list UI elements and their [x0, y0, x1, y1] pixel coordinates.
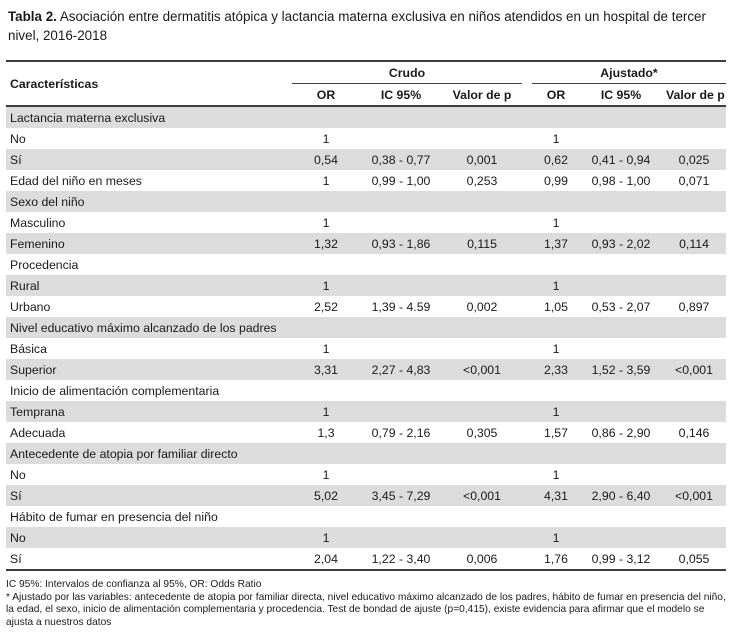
header-crudo-p: Valor de p	[452, 87, 512, 102]
crudo-or-cell	[292, 106, 360, 128]
row-label: No	[10, 467, 26, 482]
table-row	[6, 380, 726, 401]
row-label: Urbano	[10, 299, 51, 314]
ajustado-ic-cell	[580, 212, 662, 233]
crudo-p-cell: 0,305	[466, 425, 498, 440]
row-label: Antecedente de atopia por familiar directo	[6, 443, 292, 464]
crudo-p-cell	[442, 128, 522, 149]
header-gap-2	[522, 84, 532, 107]
ajustado-or-cell: 1	[552, 131, 560, 146]
crudo-ic-cell: 0,99 - 1,00	[371, 173, 431, 188]
ajustado-or-cell: 1,57	[544, 425, 568, 440]
crudo-or-cell	[292, 317, 360, 338]
table-row	[6, 338, 726, 359]
ajustado-p-cell: 0,071	[678, 173, 710, 188]
ajustado-or-cell: 1	[532, 275, 580, 296]
crudo-ic-cell	[360, 254, 442, 275]
table-caption	[8, 7, 724, 45]
row-label: Hábito de fumar en presencia del niño	[10, 509, 218, 524]
footnote-abbreviations: IC 95%: Intervalos de confianza al 95%, OR: Odds Ratio	[6, 579, 262, 590]
crudo-p-cell	[442, 380, 522, 401]
table-row	[6, 422, 726, 443]
table-footnotes	[6, 579, 726, 629]
row-label: No	[6, 527, 292, 548]
header-crudo-or: OR	[316, 87, 336, 102]
row-label: Sí	[6, 149, 292, 170]
table-row	[6, 212, 726, 233]
gap-cell	[522, 149, 532, 170]
ajustado-or-cell: 2,33	[532, 359, 580, 380]
table-row	[6, 464, 726, 485]
ajustado-ic-cell	[580, 106, 662, 128]
ajustado-or-cell: 1	[552, 341, 560, 356]
table-row	[6, 106, 726, 128]
gap-cell	[522, 106, 532, 128]
ajustado-or-cell: 4,31	[532, 485, 580, 506]
ajustado-or-cell	[532, 106, 580, 128]
crudo-ic-cell: 0,93 - 1,86	[360, 233, 442, 254]
crudo-ic-cell	[360, 317, 442, 338]
ajustado-ic-cell: 0,93 - 2,02	[580, 233, 662, 254]
ajustado-p-cell: <0,001	[662, 359, 726, 380]
ajustado-p-cell: 0,114	[662, 233, 726, 254]
crudo-p-cell: 0,001	[442, 149, 522, 170]
table-row	[6, 170, 726, 191]
ajustado-or-cell	[532, 443, 580, 464]
crudo-p-cell	[442, 254, 522, 275]
ajustado-ic-cell: 0,99 - 3,12	[580, 548, 662, 570]
header-characteristics: Características	[6, 61, 292, 106]
crudo-or-cell: 1	[322, 467, 330, 482]
crudo-or-cell: 1	[322, 341, 330, 356]
row-label: Adecuada	[10, 425, 66, 440]
gap-cell	[522, 191, 532, 212]
table-row	[6, 485, 726, 506]
header-ajustado-or: OR	[546, 87, 566, 102]
gap-cell	[522, 317, 532, 338]
crudo-ic-cell	[360, 380, 442, 401]
row-label: Inicio de alimentación complementaria	[10, 383, 220, 398]
ajustado-ic-cell	[580, 338, 662, 359]
crudo-p-cell	[442, 506, 522, 527]
gap-cell	[522, 338, 532, 359]
table-body	[6, 106, 726, 570]
ajustado-or-cell	[532, 506, 580, 527]
crudo-ic-cell	[360, 338, 442, 359]
row-label: Rural	[6, 275, 292, 296]
row-label: Lactancia materna exclusiva	[6, 106, 292, 128]
ajustado-ic-cell	[580, 401, 662, 422]
ajustado-or-cell: 0,99	[544, 173, 568, 188]
crudo-or-cell: 5,02	[292, 485, 360, 506]
header-group-crudo: Crudo	[292, 61, 522, 84]
ajustado-p-cell	[662, 317, 726, 338]
gap-cell	[522, 401, 532, 422]
ajustado-ic-cell: 1,52 - 3,59	[580, 359, 662, 380]
ajustado-or-cell	[532, 254, 580, 275]
row-label: Temprana	[6, 401, 292, 422]
table-row	[6, 359, 726, 380]
crudo-or-cell	[292, 380, 360, 401]
ajustado-ic-cell	[580, 275, 662, 296]
row-label: Superior	[6, 359, 292, 380]
crudo-or-cell: 1	[292, 401, 360, 422]
crudo-ic-cell: 0,38 - 0,77	[360, 149, 442, 170]
results-table	[6, 60, 726, 571]
crudo-p-cell: 0,002	[466, 299, 498, 314]
row-label: Sí	[6, 485, 292, 506]
crudo-or-cell	[292, 506, 360, 527]
ajustado-p-cell	[662, 106, 726, 128]
table-row	[6, 401, 726, 422]
crudo-or-cell	[292, 254, 360, 275]
table-caption-label: Tabla 2.	[8, 9, 57, 24]
crudo-ic-cell	[360, 464, 442, 485]
ajustado-or-cell: 0,62	[532, 149, 580, 170]
header-group-ajustado: Ajustado*	[532, 61, 726, 84]
crudo-or-cell: 2,04	[292, 548, 360, 570]
table-row	[6, 128, 726, 149]
row-label: Sí	[6, 548, 292, 570]
ajustado-p-cell	[662, 338, 726, 359]
ajustado-ic-cell: 0,86 - 2,90	[591, 425, 651, 440]
gap-cell	[522, 380, 532, 401]
gap-cell	[522, 296, 532, 317]
gap-cell	[522, 464, 532, 485]
ajustado-ic-cell	[580, 464, 662, 485]
gap-cell	[522, 506, 532, 527]
ajustado-p-cell	[662, 191, 726, 212]
ajustado-ic-cell	[580, 191, 662, 212]
ajustado-p-cell: <0,001	[662, 485, 726, 506]
ajustado-ic-cell	[580, 527, 662, 548]
crudo-or-cell: 1	[322, 131, 330, 146]
table-row	[6, 149, 726, 170]
crudo-ic-cell: 1,22 - 3,40	[360, 548, 442, 570]
ajustado-p-cell	[662, 275, 726, 296]
crudo-or-cell	[292, 191, 360, 212]
crudo-ic-cell	[360, 106, 442, 128]
crudo-ic-cell	[360, 506, 442, 527]
crudo-or-cell: 1	[322, 215, 330, 230]
ajustado-p-cell	[662, 527, 726, 548]
table-row	[6, 548, 726, 570]
row-label: Masculino	[10, 215, 66, 230]
crudo-ic-cell	[360, 212, 442, 233]
crudo-ic-cell	[360, 443, 442, 464]
ajustado-or-cell	[532, 380, 580, 401]
crudo-p-cell	[442, 317, 522, 338]
crudo-or-cell: 1,3	[317, 425, 335, 440]
ajustado-or-cell: 1	[532, 401, 580, 422]
gap-cell	[522, 527, 532, 548]
gap-cell	[522, 170, 532, 191]
crudo-p-cell	[442, 443, 522, 464]
row-label: Femenino	[6, 233, 292, 254]
gap-cell	[522, 128, 532, 149]
ajustado-p-cell	[662, 212, 726, 233]
ajustado-p-cell: 0,146	[678, 425, 710, 440]
crudo-ic-cell	[360, 275, 442, 296]
ajustado-ic-cell	[580, 380, 662, 401]
ajustado-or-cell: 1,05	[544, 299, 568, 314]
ajustado-p-cell	[662, 506, 726, 527]
ajustado-p-cell	[662, 401, 726, 422]
row-label: Básica	[10, 341, 47, 356]
row-label: Sexo del niño	[6, 191, 292, 212]
crudo-or-cell: 2,52	[314, 299, 338, 314]
header-ajustado-ic: IC 95%	[600, 87, 642, 102]
crudo-or-cell: 1	[292, 527, 360, 548]
ajustado-or-cell: 1,37	[532, 233, 580, 254]
ajustado-p-cell: 0,025	[662, 149, 726, 170]
table-row	[6, 275, 726, 296]
crudo-ic-cell: 3,45 - 7,29	[360, 485, 442, 506]
ajustado-or-cell	[532, 317, 580, 338]
crudo-or-cell: 3,31	[292, 359, 360, 380]
ajustado-or-cell	[532, 191, 580, 212]
crudo-or-cell: 0,54	[292, 149, 360, 170]
crudo-p-cell: 0,253	[466, 173, 498, 188]
table-row	[6, 443, 726, 464]
crudo-ic-cell	[360, 128, 442, 149]
crudo-ic-cell	[360, 401, 442, 422]
gap-cell	[522, 359, 532, 380]
gap-cell	[522, 233, 532, 254]
ajustado-p-cell: 0,055	[662, 548, 726, 570]
crudo-p-cell	[442, 464, 522, 485]
ajustado-p-cell	[662, 443, 726, 464]
footnote-adjustment: * Ajustado por las variables: antecedente de atopia por familiar directa, nivel educativo máximo alcanzado de los padres, hábito de fumar en presencia del niño, la edad, el sexo, inicio de alimentación complementaria y procedencia. Test de bondad de ajuste (p=0,415), existe evidencia para afirmar que el modelo se ajusta a nuestros datos	[6, 591, 726, 628]
ajustado-p-cell	[662, 464, 726, 485]
ajustado-p-cell	[662, 254, 726, 275]
gap-cell	[522, 275, 532, 296]
gap-cell	[522, 254, 532, 275]
ajustado-or-cell: 1,76	[532, 548, 580, 570]
row-label: Edad del niño en meses	[10, 173, 142, 188]
gap-cell	[522, 422, 532, 443]
crudo-ic-cell: 1,39 - 4.59	[371, 299, 431, 314]
ajustado-ic-cell: 2,90 - 6,40	[580, 485, 662, 506]
crudo-or-cell	[292, 443, 360, 464]
gap-cell	[522, 212, 532, 233]
crudo-p-cell	[442, 401, 522, 422]
ajustado-ic-cell	[580, 128, 662, 149]
ajustado-ic-cell: 0,53 - 2,07	[591, 299, 651, 314]
header-crudo-ic: IC 95%	[380, 87, 422, 102]
header-ajustado-p: Valor de p	[666, 87, 725, 102]
table-row	[6, 506, 726, 527]
row-label: No	[10, 131, 26, 146]
ajustado-or-cell: 1	[532, 527, 580, 548]
ajustado-p-cell	[662, 380, 726, 401]
crudo-p-cell	[442, 527, 522, 548]
crudo-p-cell	[442, 338, 522, 359]
header-gap	[522, 61, 532, 84]
ajustado-ic-cell	[580, 254, 662, 275]
ajustado-ic-cell	[580, 506, 662, 527]
row-label: Procedencia	[10, 257, 79, 272]
gap-cell	[522, 443, 532, 464]
ajustado-ic-cell	[580, 443, 662, 464]
table-row	[6, 254, 726, 275]
crudo-p-cell: 0,006	[442, 548, 522, 570]
crudo-p-cell	[442, 191, 522, 212]
crudo-p-cell	[442, 212, 522, 233]
table-row	[6, 233, 726, 254]
table-row	[6, 296, 726, 317]
crudo-ic-cell: 2,27 - 4,83	[360, 359, 442, 380]
ajustado-or-cell: 1	[552, 467, 560, 482]
crudo-p-cell: <0,001	[442, 359, 522, 380]
table-row	[6, 317, 726, 338]
table-row	[6, 191, 726, 212]
ajustado-ic-cell: 0,41 - 0,94	[580, 149, 662, 170]
crudo-ic-cell	[360, 527, 442, 548]
table-caption-text: Asociación entre dermatitis atópica y lactancia materna exclusiva en niños atendidos en un hospital de tercer nivel, 2016-2018	[8, 9, 706, 43]
ajustado-p-cell	[662, 128, 726, 149]
gap-cell	[522, 548, 532, 570]
ajustado-or-cell: 1	[552, 215, 560, 230]
gap-cell	[522, 485, 532, 506]
crudo-p-cell	[442, 275, 522, 296]
row-label: Nivel educativo máximo alcanzado de los padres	[6, 317, 292, 338]
crudo-or-cell: 1	[292, 275, 360, 296]
ajustado-p-cell: 0,897	[678, 299, 710, 314]
table-row	[6, 527, 726, 548]
crudo-p-cell: <0,001	[442, 485, 522, 506]
crudo-or-cell: 1,32	[292, 233, 360, 254]
crudo-p-cell	[442, 106, 522, 128]
ajustado-ic-cell: 0,98 - 1,00	[591, 173, 651, 188]
crudo-p-cell: 0,115	[442, 233, 522, 254]
crudo-ic-cell	[360, 191, 442, 212]
crudo-ic-cell: 0,79 - 2,16	[371, 425, 431, 440]
crudo-or-cell: 1	[322, 173, 330, 188]
ajustado-ic-cell	[580, 317, 662, 338]
